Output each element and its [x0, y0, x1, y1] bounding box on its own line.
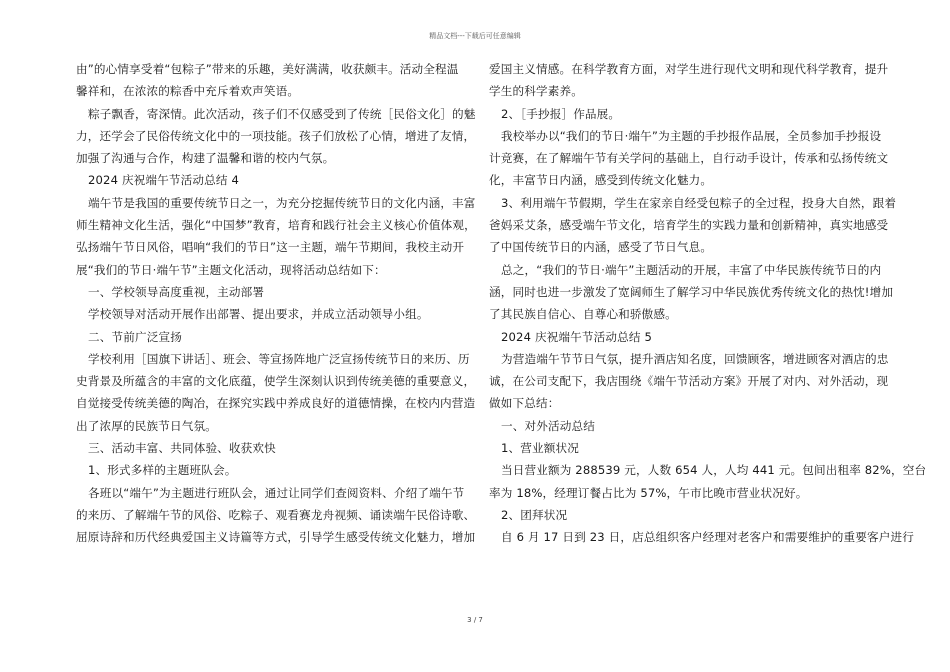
- section-heading: 2024 庆祝端午节活动总结 4: [88, 173, 239, 188]
- text-line: 做如下总结：: [489, 396, 560, 411]
- text-line: 爱国主义情感。在科学教育方面，对学生进行现代文明和现代科学教育，提升: [489, 62, 889, 76]
- subheading: 2、团拜状况: [501, 507, 568, 522]
- subheading: 2、［手抄报］作品展。: [501, 106, 621, 121]
- text-line: 自 6 月 17 日到 23 日，店总组织客户经理对老客户和需要维护的重要客户进行: [501, 530, 914, 545]
- text-line: 诚，在公司支配下，我店围绕《端午节活动方案》开展了对内、对外活动，现: [489, 374, 889, 389]
- text-line: 馨祥和，在浓浓的粽香中充斥着欢声笑语。: [76, 84, 300, 99]
- text-line: 我校举办以“我们的节日·端午”为主题的手抄报作品展，全员参加手抄报设: [501, 128, 882, 143]
- text-line: 粽子飘香，寄深情。此次活动，孩子们不仅感受到了传统［民俗文化］的魅: [88, 106, 476, 121]
- page-header: 精品文档---下载后可任意编辑: [429, 32, 521, 40]
- text-line: 率为 18%，经理订餐占比为 57%，午市比晚市营业状况好。: [489, 485, 808, 500]
- section-heading: 2024 庆祝端午节活动总结 5: [501, 329, 652, 344]
- subheading: 二、节前广泛宣扬: [88, 329, 182, 344]
- text-line: 3、利用端午节假期，学生在家亲自经受包粽子的全过程，投身大自然，跟着: [501, 195, 897, 210]
- text-line: 涵，同时也进一步激发了宽阔师生了解学习中华民族优秀传统文化的热忱!增加: [489, 284, 894, 299]
- text-line: 当日营业额为 288539 元，人数 654 人，人均 441 元。包间出租率 82%，空台: [501, 463, 927, 478]
- text-line: 学校领导对活动开展作出部署、提出要求，并成立活动领导小组。: [88, 307, 429, 322]
- text-line: 学校利用［国旗下讲话］、班会、等宣扬阵地广泛宣扬传统节日的来历、历: [88, 351, 470, 366]
- text-line: 的来历、了解端午节的风俗、吃粽子、观看赛龙舟视频、诵读端午民俗诗歌、: [76, 507, 476, 522]
- text-line: 自觉接受传统美德的陶冶，在探究实践中养成良好的道德情操，在校内内营造: [76, 396, 476, 411]
- text-line: 计竞赛，在了解端午节有关学问的基础上，自行动手设计，传承和弘扬传统文: [489, 151, 889, 166]
- text-line: 爸妈采艾条，感受端午节文化，培育学生的实践力量和创新精神，真实地感受: [489, 218, 889, 233]
- text-line: 各班以“端午”为主题进行班队会，通过让同学们查阅资料、介绍了端午节: [88, 485, 465, 500]
- subheading: 1、形式多样的主题班队会。: [88, 463, 237, 478]
- text-line: 了其民族自信心、自尊心和骄傲感。: [489, 307, 677, 322]
- text-line: 为营造端午节节日气氛，提升酒店知名度，回馈顾客，增进顾客对酒店的忠: [501, 351, 889, 366]
- page-number: 3 / 7: [467, 616, 483, 624]
- text-line: 了中国传统节日的内涵，感受了节日气息。: [489, 240, 713, 255]
- text-line: 师生精神文化生活，强化“中国梦”教育，培育和践行社会主义核心价值体观，: [76, 218, 476, 233]
- text-line: 加强了沟通与合作，构建了温馨和谐的校内气氛。: [76, 151, 335, 166]
- text-line: 端午节是我国的重要传统节日之一，为充分挖掘传统节日的文化内涵，丰富: [88, 195, 476, 210]
- subheading: 三、活动丰富、共同体验、收获欢快: [88, 441, 276, 456]
- text-line: 总之，“我们的节日·端午”主题活动的开展，丰富了中华民族传统节日的内: [501, 262, 882, 277]
- text-line: 力，还学会了民俗传统文化中的一项技能。孩子们放松了心情，增进了友情，: [76, 128, 476, 143]
- text-line: 学生的科学素养。: [489, 84, 583, 99]
- right-column: [489, 58, 927, 549]
- text-line: 弘扬端午节日风俗，唱响“我们的节日”这一主题，端午节期间，我校主动开: [76, 240, 465, 255]
- text-line: 由”的心情享受着“包粽子”带来的乐趣，美好满满，收获颇丰。活动全程温: [76, 62, 459, 76]
- text-line: 展“我们的节日·端午节”主题文化活动，现将活动总结如下：: [76, 262, 386, 277]
- subheading: 1、营业额状况: [501, 441, 579, 456]
- subheading: 一、对外活动总结: [501, 418, 595, 433]
- text-line: 屈原诗辞和历代经典爱国主义诗篇等方式，引导学生感受传统文化魅力，增加: [76, 530, 476, 545]
- text-line: 化，丰富节日内涵，感受到传统文化魅力。: [489, 173, 713, 188]
- left-column: [76, 58, 479, 549]
- text-line: 出了浓厚的民族节日气氛。: [76, 418, 217, 433]
- subheading: 一、学校领导高度重视，主动部署: [88, 284, 265, 299]
- text-line: 史背景及所蕴含的丰富的文化底蕴，使学生深刻认识到传统美德的重要意义，: [76, 374, 476, 389]
